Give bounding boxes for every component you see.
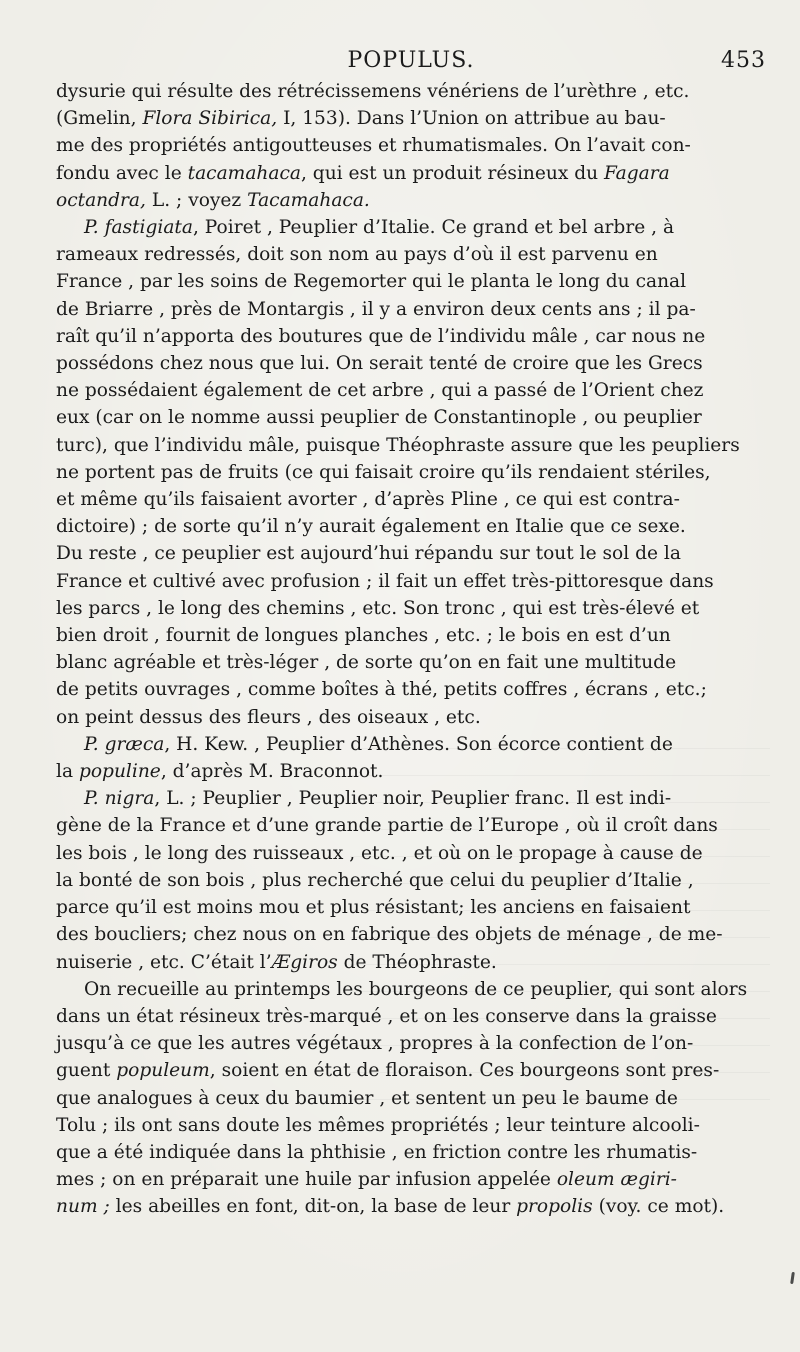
text-run: les bois , le long des ruisseaux , etc. , et où on le propage à cause de bbox=[56, 842, 703, 864]
text-line bbox=[56, 731, 766, 758]
text-line bbox=[56, 377, 766, 404]
text-line bbox=[56, 513, 766, 540]
text-line bbox=[56, 1139, 766, 1166]
text-line bbox=[56, 160, 766, 187]
text-run: rameaux redressés, doit son nom au pays d’où il est parvenu en bbox=[56, 244, 658, 266]
text-line bbox=[56, 486, 766, 513]
text-line bbox=[56, 758, 766, 785]
text-run: possédons chez nous que lui. On serait tenté de croire que les Grecs bbox=[56, 353, 703, 375]
text-run: I, 153). Dans l’Union on attribue au bau- bbox=[277, 108, 666, 130]
text-run: on peint dessus des fleurs , des oiseaux , etc. bbox=[56, 706, 481, 728]
text-run: L. ; voyez bbox=[145, 189, 248, 211]
italic-text: populine bbox=[78, 761, 161, 783]
body-text bbox=[56, 78, 766, 1221]
text-line bbox=[56, 1057, 766, 1084]
text-line bbox=[56, 78, 766, 105]
text-run: et même qu’ils faisaient avorter , d’après Pline , ce qui est contra- bbox=[56, 489, 680, 511]
text-run: , soient en état de floraison. Ces bourgeons sont pres- bbox=[209, 1060, 720, 1082]
italic-text: octandra, bbox=[56, 189, 146, 211]
text-run: les abeilles en font, dit-on, la base de leur bbox=[109, 1196, 517, 1218]
text-line bbox=[56, 867, 766, 894]
text-run: mes ; on en préparait une huile par infusion appelée bbox=[56, 1169, 557, 1191]
text-run: dysurie qui résulte des rétrécissemens vénériens de l’urèthre , etc. bbox=[56, 81, 690, 102]
text-run: me des propriétés antigoutteuses et rhumatismales. On l’avait con- bbox=[56, 135, 691, 157]
text-run: , qui est un produit résineux du bbox=[300, 162, 605, 184]
text-line bbox=[56, 323, 766, 350]
italic-text: propolis bbox=[516, 1196, 593, 1218]
italic-text: Fagara bbox=[604, 162, 670, 184]
text-line bbox=[56, 1085, 766, 1112]
text-run: eux (car on le nomme aussi peuplier de Constantinople , ou peuplier bbox=[56, 407, 702, 429]
text-run: bien droit , fournit de longues planches , etc. ; le bois en est d’un bbox=[56, 625, 671, 647]
italic-text: Flora Sibirica, bbox=[142, 108, 278, 130]
page-number: 453 bbox=[721, 48, 766, 73]
margin-mark bbox=[790, 1272, 795, 1284]
text-line bbox=[56, 540, 766, 567]
italic-text: num ; bbox=[56, 1196, 110, 1218]
text-run: , d’après M. Braconnot. bbox=[160, 761, 384, 783]
text-line bbox=[56, 704, 766, 731]
text-line bbox=[56, 268, 766, 295]
text-run: ne possédaient également de cet arbre , qui a passé de l’Orient chez bbox=[56, 380, 704, 402]
italic-text: populeum bbox=[116, 1060, 210, 1082]
text-line bbox=[56, 132, 766, 159]
text-run: (voy. ce mot). bbox=[592, 1196, 725, 1218]
text-line bbox=[56, 241, 766, 268]
text-line bbox=[56, 595, 766, 622]
text-line bbox=[56, 296, 766, 323]
text-line bbox=[56, 840, 766, 867]
text-line bbox=[56, 921, 766, 948]
text-run: que analogues à ceux du baumier , et sentent un peu le baume de bbox=[56, 1087, 678, 1109]
text-line bbox=[56, 404, 766, 431]
text-run: fondu avec le bbox=[56, 162, 188, 184]
text-line bbox=[56, 1030, 766, 1057]
text-run: , H. Kew. , Peuplier d’Athènes. Son écorce contient de bbox=[164, 733, 673, 755]
italic-text: P. græca bbox=[84, 733, 165, 755]
text-line bbox=[56, 1112, 766, 1139]
text-line bbox=[56, 350, 766, 377]
text-line bbox=[56, 432, 766, 459]
text-run: On recueille au printemps les bourgeons de ce peuplier, qui sont alors bbox=[84, 978, 748, 1000]
text-run: France , par les soins de Regemorter qui le planta le long du canal bbox=[56, 271, 687, 293]
text-run: parce qu’il est moins mou et plus résistant; les anciens en faisaient bbox=[56, 897, 691, 919]
text-run: raît qu’il n’apporta des boutures que de l’individu mâle , car nous ne bbox=[56, 325, 706, 347]
text-run: gène de la France et d’une grande partie de l’Europe , où il croît dans bbox=[56, 815, 718, 837]
text-run: France et cultivé avec profusion ; il fait un effet très-pittoresque dans bbox=[56, 570, 714, 592]
text-run: les parcs , le long des chemins , etc. Son tronc , qui est très-élevé et bbox=[56, 597, 700, 619]
text-run: , Poiret , Peuplier d’Italie. Ce grand et bel arbre , à bbox=[192, 217, 675, 239]
text-run: la bbox=[56, 761, 79, 783]
italic-text: oleum ægiri- bbox=[556, 1169, 677, 1191]
text-line bbox=[56, 976, 766, 1003]
text-run: dictoire) ; de sorte qu’il n’y aurait également en Italie que ce sexe. bbox=[56, 516, 686, 538]
text-line bbox=[56, 949, 766, 976]
text-line bbox=[56, 649, 766, 676]
text-line bbox=[56, 459, 766, 486]
text-run: jusqu’à ce que les autres végétaux , propres à la confection de l’on- bbox=[56, 1033, 694, 1055]
running-title: POPULUS. bbox=[347, 48, 475, 73]
italic-text: P. fastigiata bbox=[84, 217, 193, 239]
italic-text: P. nigra bbox=[84, 788, 155, 810]
text-run: que a été indiquée dans la phthisie , en friction contre les rhumatis- bbox=[56, 1141, 698, 1163]
text-run: des boucliers; chez nous on en fabrique des objets de ménage , de me- bbox=[56, 924, 723, 946]
text-run: turc), que l’individu mâle, puisque Théophraste assure que les peupliers bbox=[56, 434, 740, 456]
running-head bbox=[56, 40, 766, 78]
text-run: la bonté de son bois , plus recherché que celui du peuplier d’Italie , bbox=[56, 869, 694, 891]
italic-text: tacamahaca bbox=[187, 162, 301, 184]
text-run: (Gmelin, bbox=[56, 108, 143, 130]
text-run: dans un état résineux très-marqué , et on les conserve dans la graisse bbox=[56, 1005, 717, 1027]
text-line bbox=[56, 1193, 766, 1220]
text-line bbox=[56, 568, 766, 595]
text-line bbox=[56, 1003, 766, 1030]
text-run: guent bbox=[56, 1060, 117, 1082]
italic-text: Tacamahaca. bbox=[247, 189, 370, 211]
text-line bbox=[56, 214, 766, 241]
text-line bbox=[56, 1166, 766, 1193]
text-line bbox=[56, 785, 766, 812]
text-run: de Théophraste. bbox=[337, 951, 497, 973]
text-run: de petits ouvrages , comme boîtes à thé, petits coffres , écrans , etc.; bbox=[56, 679, 707, 701]
text-run: , L. ; Peuplier , Peuplier noir, Peuplier franc. Il est indi- bbox=[154, 788, 672, 810]
text-run: Tolu ; ils ont sans doute les mêmes propriétés ; leur teinture alcooli- bbox=[56, 1114, 700, 1136]
text-line bbox=[56, 105, 766, 132]
text-run: Du reste , ce peuplier est aujourd’hui répandu sur tout le sol de la bbox=[56, 543, 681, 565]
text-line bbox=[56, 812, 766, 839]
text-run: ne portent pas de fruits (ce qui faisait croire qu’ils rendaient stériles, bbox=[56, 461, 711, 483]
text-line bbox=[56, 622, 766, 649]
text-run: blanc agréable et très-léger , de sorte qu’on en fait une multitude bbox=[56, 652, 677, 674]
text-line bbox=[56, 676, 766, 703]
text-line bbox=[56, 187, 766, 214]
italic-text: Ægiros bbox=[271, 951, 338, 973]
text-run: nuiserie , etc. C’était l’ bbox=[56, 951, 272, 973]
text-line bbox=[56, 894, 766, 921]
text-run: de Briarre , près de Montargis , il y a environ deux cents ans ; il pa- bbox=[56, 298, 696, 320]
